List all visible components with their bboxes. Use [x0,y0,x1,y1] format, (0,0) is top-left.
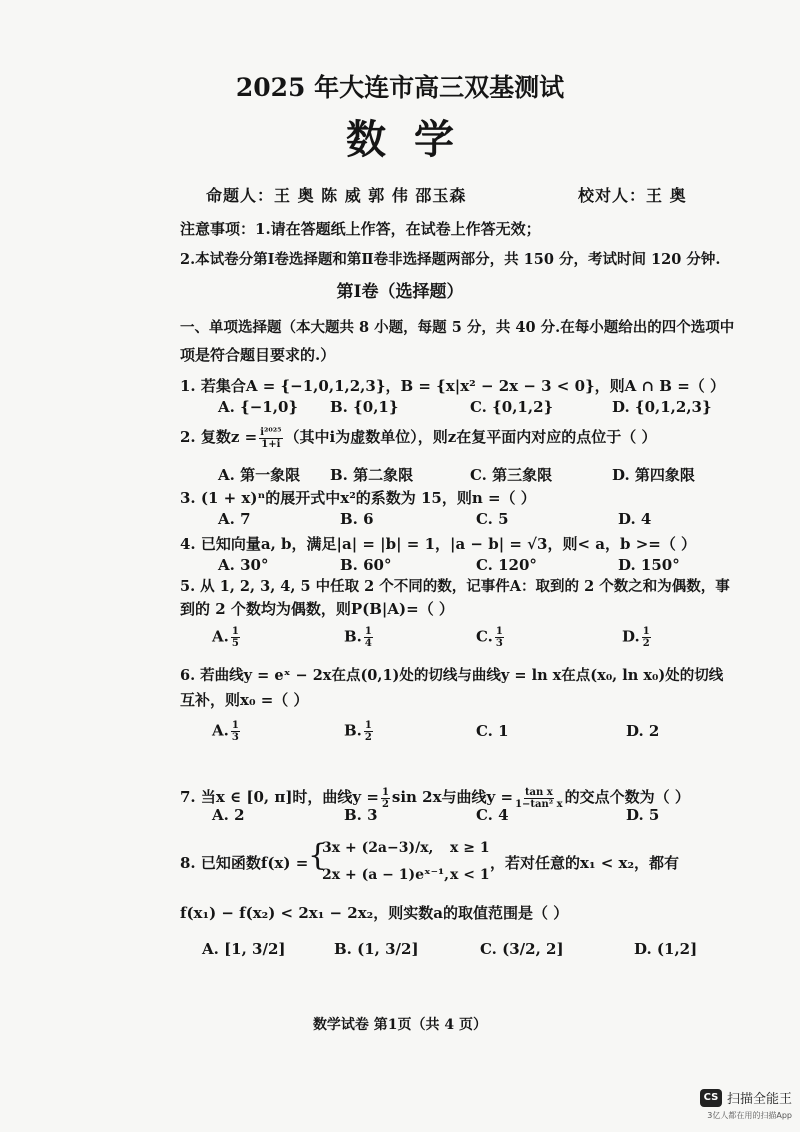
q2-option-c: C. 第三象限 [470,466,553,484]
q7-f2-num: tan x [524,786,553,798]
q2-lead: 2. 复数z = [180,428,258,446]
q5-b-den: 4 [364,638,372,649]
watermark-app-name: 扫描全能王 [726,1092,792,1107]
q8-lead: 8. 已知函数f(x) = [180,854,309,872]
q8-cond-1: x ≥ 1 [450,840,490,856]
q5-b-num: 1 [364,626,372,637]
q5-option-c [476,626,506,649]
q7-option-b: B. 3 [344,806,378,824]
q2-numerator: i²⁰²⁵ [260,426,282,438]
question-2-stem [180,426,656,450]
q8-case-1: 3x + (2a−3)/x, [322,840,434,856]
q6-b-den: 2 [364,732,372,743]
q6-option-d: D. 2 [626,722,660,740]
q6-b-num: 1 [364,720,372,731]
q2-rest: （其中i为虚数单位），则z在复平面内对应的点位于（ ） [284,428,657,446]
q3-option-d: D. 4 [618,510,652,528]
subject-title: 数学 [346,116,482,163]
q6-b-label: B. [344,721,362,740]
part-intro-line-2: 项是符合题目要求的.） [180,346,336,364]
q2-option-a: A. 第一象限 [218,466,301,484]
notice-line-1: 注意事项：1.请在答题纸上作答，在试卷上作答无效； [180,220,541,238]
q6-option-a [212,720,242,743]
q4-option-d: D. 150° [618,556,680,574]
q8-option-d: D. (1,2] [634,940,698,958]
question-4-stem: 4. 已知向量a, b，满足|a| = |b| = 1，|a − b| = √3，则< a，b >=（ ） [180,535,697,553]
q4-option-a: A. 30° [218,556,269,574]
q5-c-label: C. [476,627,493,646]
camscanner-icon: CS [700,1089,722,1107]
q5-option-a [212,626,242,649]
scanner-watermark [700,1088,792,1107]
q2-option-d: D. 第四象限 [612,466,695,484]
question-8-line-2: f(x₁) − f(x₂) < 2x₁ − 2x₂，则实数a的取值范围是（ ） [180,904,569,922]
q2-option-b: B. 第二象限 [330,466,414,484]
question-6-line-1: 6. 若曲线y = eˣ − 2x在点(0,1)处的切线与曲线y = ln x在点(x₀, ln x₀)处的切线 [180,667,724,684]
q8-cond-2: x < 1 [450,867,490,883]
part-intro-line-1: 一、单项选择题（本大题共 8 小题，每题 5 分，共 40 分.在每小题给出的四个选项中 [180,319,735,336]
authors: 命题人：王 奥 陈 威 郭 伟 邵玉森 [206,186,467,205]
q1-option-a: A. {−1,0} [218,398,299,416]
q8-option-c: C. (3/2, 2] [480,940,564,958]
q7-option-c: C. 4 [476,806,509,824]
page-footer: 数学试卷 第1页（共 4 页） [312,1017,488,1033]
q7-option-d: D. 5 [626,806,660,824]
q6-a-label: A. [212,721,229,740]
q2-fraction [259,427,282,450]
q6-option-c: C. 1 [476,722,509,740]
q7-lead: 7. 当x ∈ [0, π]时，曲线y = [180,788,379,806]
q5-d-fraction [642,626,651,649]
q2-denominator: 1+i [261,438,281,450]
q5-a-num: 1 [231,626,239,637]
q5-b-fraction [364,626,373,649]
q5-d-label: D. [622,627,640,646]
q3-option-b: B. 6 [340,510,374,528]
q6-option-b [344,720,375,743]
q3-option-a: A. 7 [218,510,251,528]
notice-line-2: 2.本试卷分第Ⅰ卷选择题和第Ⅱ卷非选择题两部分，共 150 分，考试时间 120 分钟. [180,251,721,268]
q1-option-d: D. {0,1,2,3} [612,398,712,416]
q4-option-b: B. 60° [340,556,392,574]
question-1-stem: 1. 若集合A = {−1,0,1,2,3}，B = {x|x² − 2x − 3 < 0}，则A ∩ B =（ ） [180,377,725,395]
q5-b-label: B. [344,627,362,646]
question-3-stem: 3. (1 + x)ⁿ的展开式中x²的系数为 15，则n =（ ） [180,489,536,507]
q5-c-den: 3 [495,638,503,649]
q3-option-c: C. 5 [476,510,509,528]
q7-f1-den: 2 [381,798,389,810]
question-6-line-2: 互补，则x₀ =（ ） [180,691,309,709]
q7-fraction-2 [515,787,563,810]
q6-a-den: 3 [231,732,239,743]
q5-c-num: 1 [495,626,503,637]
question-5-line-2: 到的 2 个数均为偶数，则P(B|A)=（ ） [180,600,454,618]
q7-f2-den: 1−tan² x [515,798,563,810]
q5-a-fraction [231,626,240,649]
exam-title: 2025 年大连市高三双基测试 [235,73,565,102]
q5-a-den: 5 [231,638,239,649]
q7-mid: sin 2x与曲线y = [391,788,514,806]
q5-option-d [622,626,653,649]
q4-option-c: C. 120° [476,556,537,574]
q6-a-fraction [231,720,240,743]
question-7-stem [180,786,690,810]
q5-a-label: A. [212,627,229,646]
q5-d-num: 1 [642,626,650,637]
q8-option-b: B. (1, 3/2] [334,940,419,958]
q5-d-den: 2 [642,638,650,649]
q1-option-c: C. {0,1,2} [470,398,554,416]
q7-f1-num: 1 [381,786,389,798]
q8-rest: ，若对任意的x₁ < x₂，都有 [490,854,680,872]
question-5-line-1: 5. 从 1, 2, 3, 4, 5 中任取 2 个不同的数，记事件A：取到的 2 个数之和为偶数，事 [180,578,730,595]
q7-rest: 的交点个数为（ ） [564,788,690,806]
q7-option-a: A. 2 [212,806,245,824]
q1-option-b: B. {0,1} [330,398,399,416]
q6-a-num: 1 [231,720,239,731]
q5-c-fraction [495,626,504,649]
watermark-tagline: 3亿人都在用的扫描App [707,1111,792,1120]
q6-b-fraction [364,720,373,743]
q7-fraction-1 [381,787,390,810]
reviewer: 校对人：王 奥 [578,186,687,205]
q5-option-b [344,626,375,649]
section-title: 第Ⅰ卷（选择题） [336,282,464,302]
q8-brace: { [308,838,328,873]
q8-case-2: 2x + (a − 1)eˣ⁻¹, [322,867,450,883]
q8-option-a: A. [1, 3/2] [202,940,286,958]
